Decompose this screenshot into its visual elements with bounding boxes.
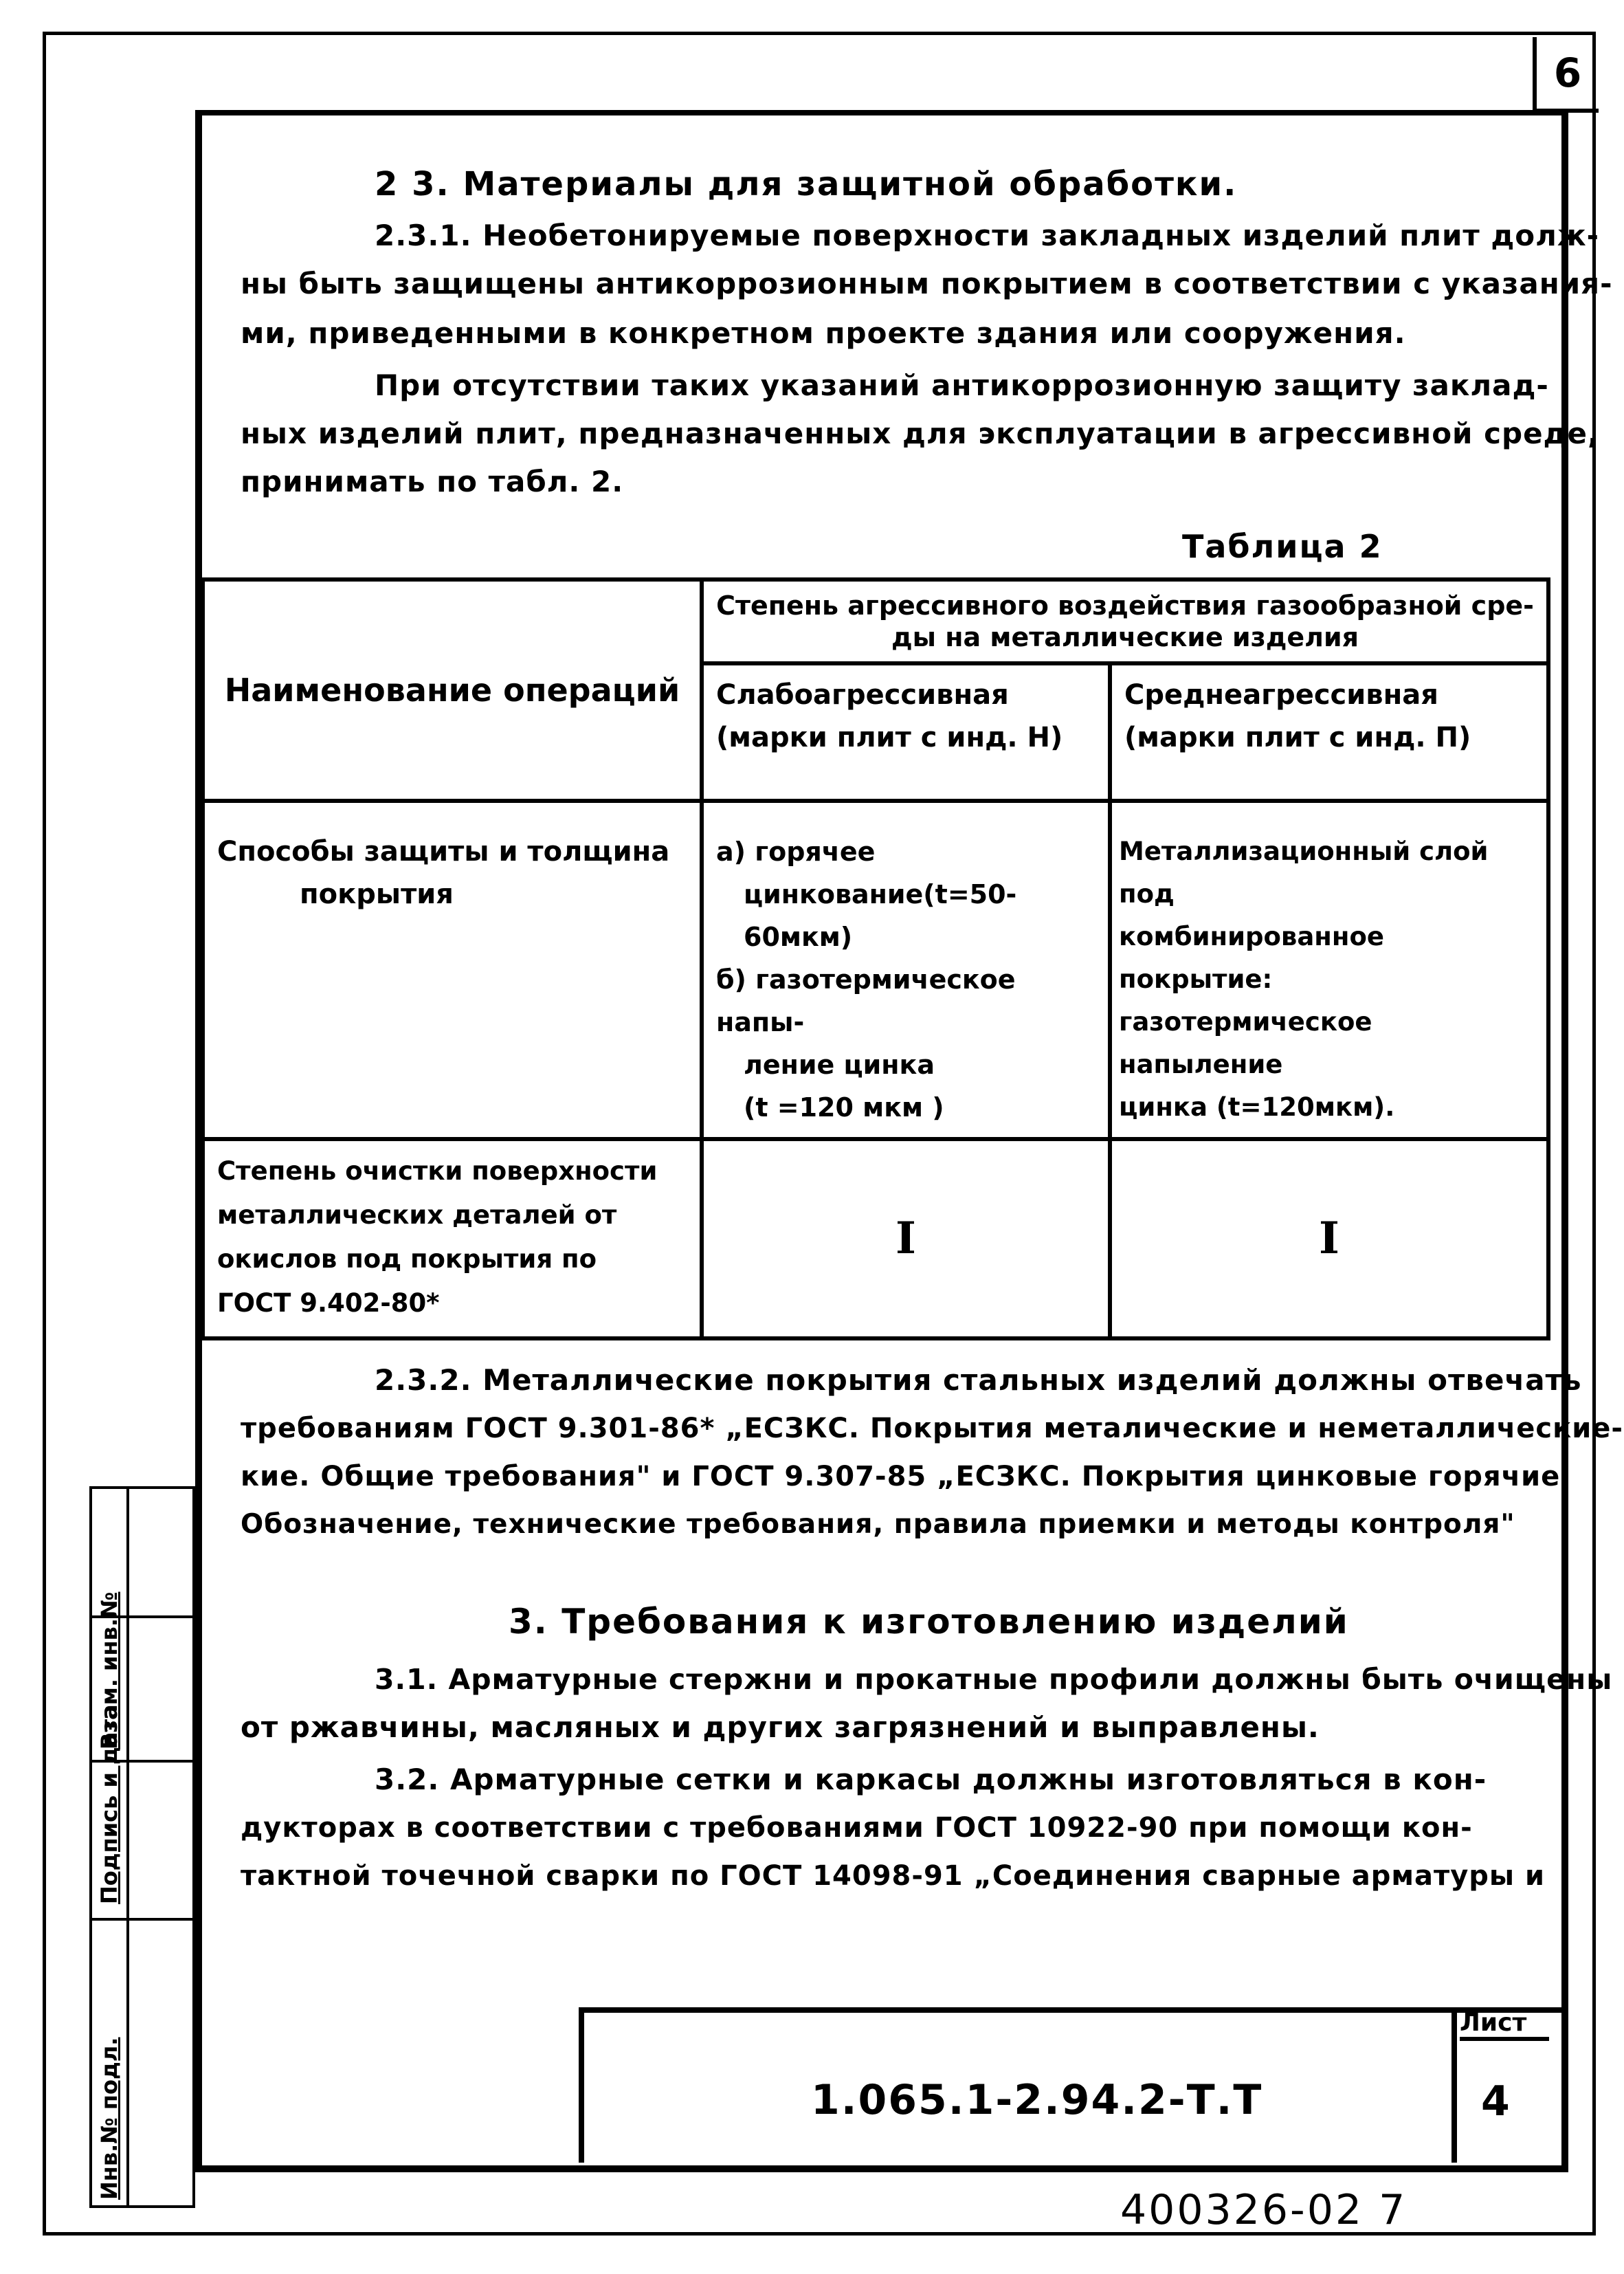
row1-weak-line-5: (t =120 мкм ) [744,1092,944,1123]
section-3-heading: 3. Требования к изготовлению изделий [509,1602,1349,1642]
sheet-number: 4 [1481,2077,1510,2126]
header-degree-line-2: ды на металлические изделия [891,622,1359,652]
row1-weak-line-4: ление цинка [744,1050,935,1080]
row2-label-line-2: металлических деталей от [217,1200,617,1230]
header-weak-line-1: Слабоагрессивная [716,679,1009,711]
row1-label-line-1: Способы защиты и толщина [217,836,670,868]
side-stamp-replace-inv: Взам. инв.№ [96,1591,122,1749]
p-3-2-line-2: дукторах в соответствии с требованиями ГОСТ 10922-90 при помощи кон- [241,1812,1473,1844]
row2-label-line-3: окислов под покрытия по [217,1244,597,1274]
section-2-3-heading: 2 3. Материалы для защитной обработки. [375,165,1238,203]
header-weak-line-2: (марки плит с инд. Н) [716,722,1063,753]
table-label: Таблица 2 [1182,528,1383,565]
row2-label [203,1139,702,1338]
p-2-3-1-line-2: ны быть защищены антикоррозионным покрытием в соответствии с указания- [241,267,1613,300]
header-degree-line-1: Степень агрессивного воздействия газообразной сре- [716,590,1534,621]
sheet-label: Лист [1460,2009,1549,2041]
p-2-3-1b-line-1: При отсутствии таких указаний антикоррозионную защиту заклад- [375,368,1549,402]
side-stamp-divider-1 [89,1918,195,1921]
row1-label-line-2: покрытия [300,879,454,910]
row1-weak-line-1: а) горячее [716,837,876,867]
row1-weak-line-3: б) газотермическое напы- [716,964,1016,1037]
row1-weak [702,801,1110,1139]
p-2-3-1b-line-3: принимать по табл. 2. [241,465,624,498]
row2-label-line-4: ГОСТ 9.402-80* [217,1288,440,1318]
row1-medium-line-2: комбинированное покрытие: [1119,922,1384,994]
p-2-3-2-line-1: 2.3.2. Металлические покрытия стальных изделий должны отвечать [375,1363,1582,1397]
table-2 [201,577,1550,1340]
row1-medium-line-3: газотермическое напыление [1119,1007,1372,1079]
p-2-3-1-line-3: ми, приведенными в конкретном проекте здания или сооружения. [241,316,1406,350]
row1-weak-line-2: цинкование(t=50-60мкм) [744,879,1017,952]
side-stamp-inv-orig: Инв.№ подл. [96,2037,122,2200]
p-2-3-2-line-2: требованиям ГОСТ 9.301-86* „ЕСЗКС. Покрытия металические и неметаллические- [241,1413,1624,1444]
row2-medium: I [1110,1139,1548,1338]
row1-medium [1110,801,1548,1139]
corner-mark: 6 [1533,37,1599,113]
side-stamp-column-2 [126,1486,195,2208]
p-3-2-line-1: 3.2. Арматурные сетки и каркасы должны изготовляться в кон- [375,1763,1487,1796]
header-weak [702,663,1110,801]
p-3-1-line-2: от ржавчины, масляных и других загрязнений и выправлены. [241,1710,1320,1744]
header-operations: Наименование операций [203,579,702,801]
p-3-1-line-1: 3.1. Арматурные стержни и прокатные профили должны быть очищены [375,1663,1613,1696]
p-2-3-2-line-3: кие. Общие требования" и ГОСТ 9.307-85 „ЕСЗКС. Покрытия цинковые горячие. [241,1461,1572,1492]
header-degree [702,579,1548,663]
p-2-3-1-line-1: 2.3.1. Необетонируемые поверхности закладных изделий плит долж- [375,219,1600,252]
document-code: 1.065.1-2.94.2-Т.Т [811,2076,1263,2124]
row2-label-line-1: Степень очистки поверхности [217,1156,658,1186]
p-2-3-2-line-4: Обозначение, технические требования, правила приемки и методы контроля" [241,1509,1515,1540]
archive-number: 400326-02 7 [1120,2186,1408,2234]
row1-medium-line-1: Металлизационный слой под [1119,837,1489,909]
p-3-2-line-3: тактной точечной сварки по ГОСТ 14098-91 „Соединения сварные арматуры и [241,1860,1546,1892]
side-stamp-signature-date: Подпись и дата [96,1704,122,1904]
header-medium [1110,663,1548,801]
row2-weak: I [702,1139,1110,1338]
p-2-3-1b-line-2: ных изделий плит, предназначенных для эксплуатации в агрессивной среде, [241,417,1599,450]
header-medium-line-2: (марки плит с инд. П) [1124,722,1471,753]
row1-medium-line-4: цинка (t=120мкм). [1119,1092,1395,1122]
header-medium-line-1: Среднеагрессивная [1124,679,1438,711]
row1-label [203,801,702,1139]
